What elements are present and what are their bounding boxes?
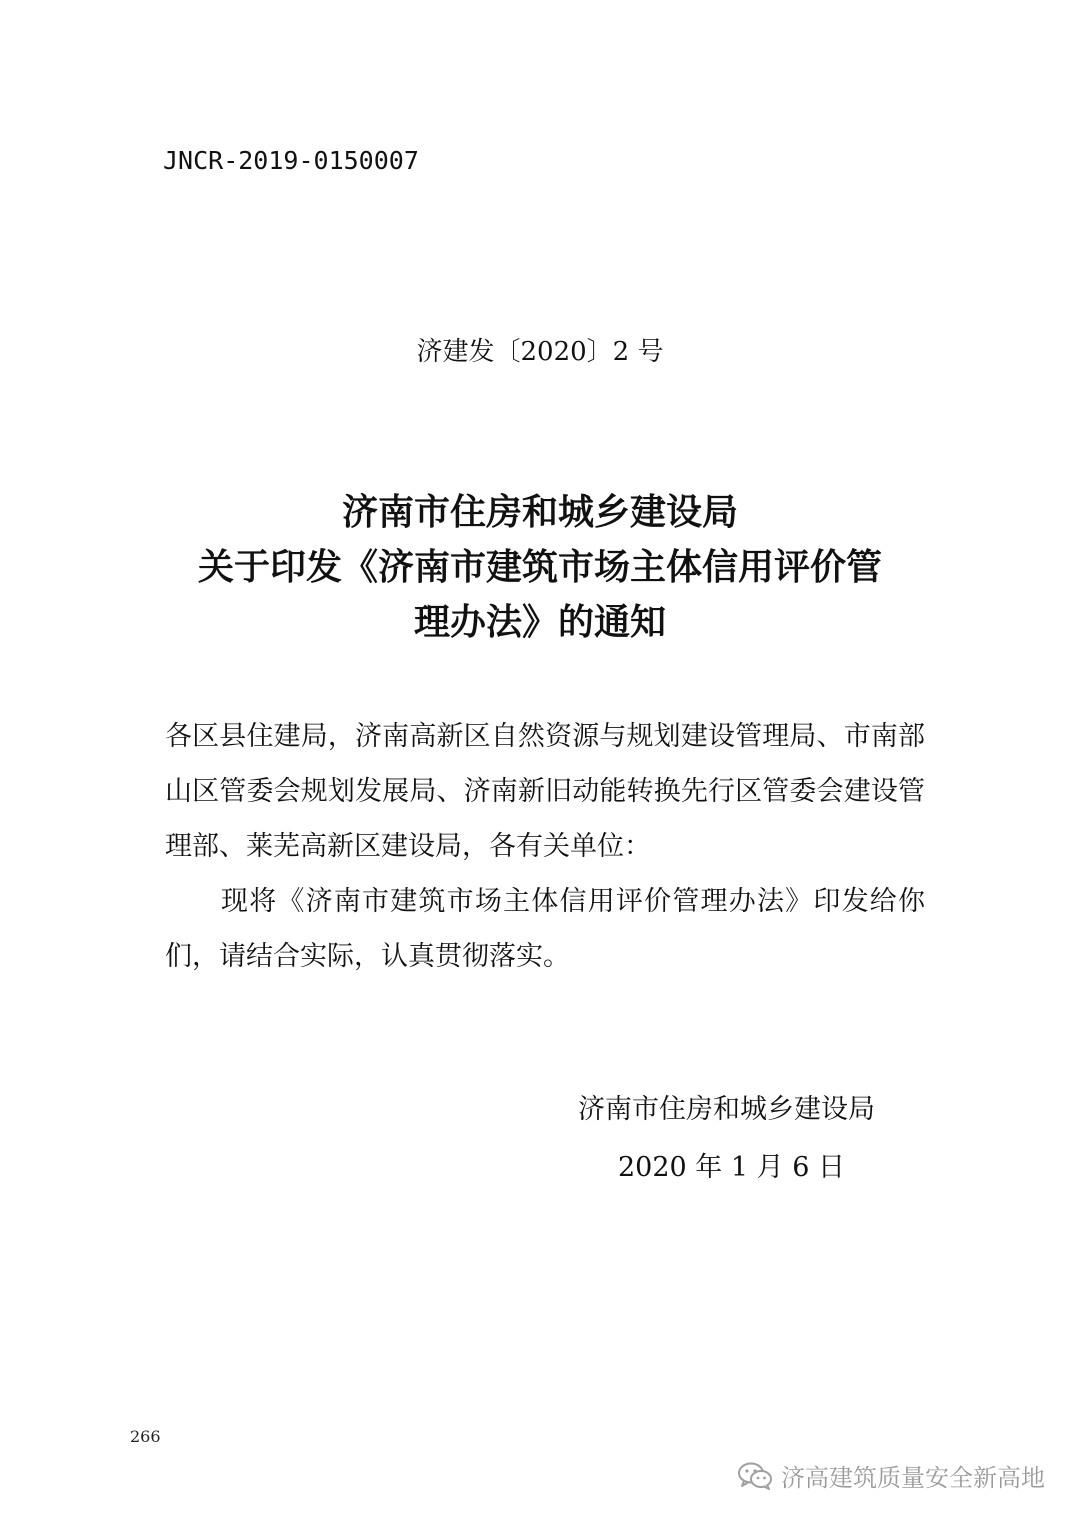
- source-watermark: [737, 1458, 1045, 1493]
- page-number: 266: [130, 1427, 161, 1446]
- recipients-paragraph: 各区县住建局，济南高新区自然资源与规划建设管理局、市南部山区管委会规划发展局、济南新旧动能转换先行区管委会建设管理部、莱芜高新区建设局，各有关单位：: [165, 721, 925, 862]
- document-number: 济建发〔2020〕2 号: [416, 337, 664, 367]
- issuer-signature: 济南市住房和城乡建设局: [578, 1094, 875, 1125]
- document-body: [165, 709, 925, 984]
- document-title: [160, 485, 920, 650]
- wechat-icon: [737, 1462, 773, 1490]
- body-paragraph: 现将《济南市建筑市场主体信用评价管理办法》印发给你们，请结合实际，认真贯彻落实。: [165, 886, 925, 972]
- title-line-3: 理办法》的通知: [413, 602, 666, 643]
- watermark-text: 济高建筑质量安全新高地: [781, 1464, 1045, 1492]
- issue-date: 2020 年 1 月 6 日: [618, 1152, 845, 1183]
- document-code: JNCR-2019-0150007: [163, 146, 419, 175]
- title-line-2: 关于印发《济南市建筑市场主体信用评价管: [197, 547, 882, 588]
- title-line-1: 济南市住房和城乡建设局: [341, 492, 738, 533]
